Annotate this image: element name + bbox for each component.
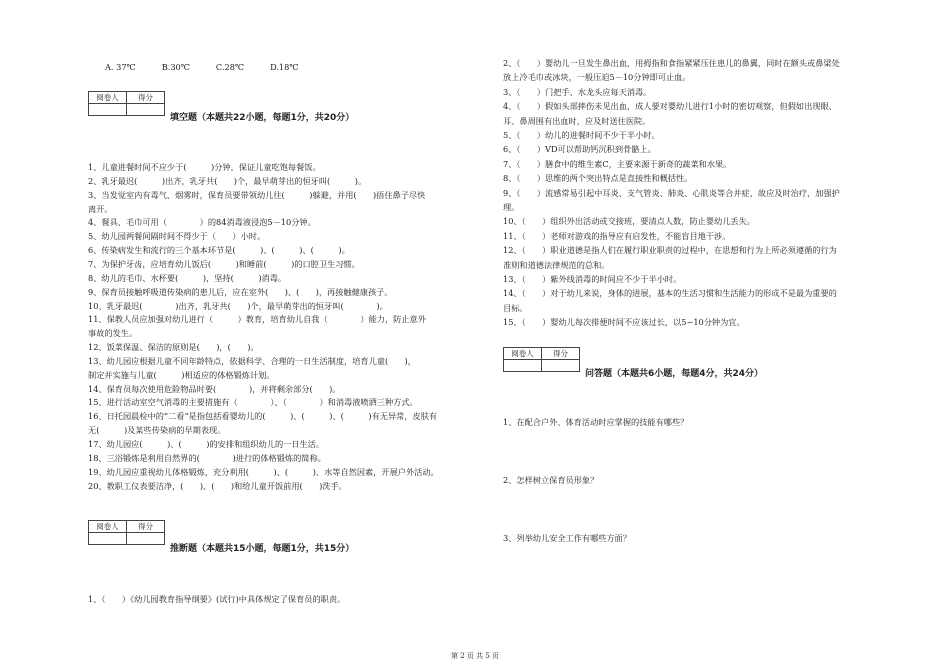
question-line: 20、教职工仪表要洁净，( )、( )和给儿童开饭前用( )洗手。 xyxy=(88,480,347,491)
question-line: 8、幼儿的毛巾、水杯要( )，坚持( )消毒。 xyxy=(88,272,287,283)
question-line: 6、传染病发生和流行的三个基本环节是( )、( )、( )。 xyxy=(88,245,350,256)
question-line: 5、幼儿园两餐间隔时间不得少于（ ）小时。 xyxy=(88,231,266,242)
question-line: 9、（ ）流感常易引起中耳炎、支气管炎、肺炎、心肌炎等合并症，故应及时治疗，加强护 xyxy=(503,187,840,198)
score-box-qa xyxy=(503,347,580,372)
question-line: 17、幼儿园应( )、( )的安排和组织幼儿的一日生活。 xyxy=(88,439,325,449)
question-line: 4、餐具、毛巾可用（ ）的84消毒液浸泡5－10分钟。 xyxy=(88,217,316,228)
question-line: 18、三浴锻炼是利用自然界的( )进行的体格锻炼的简称。 xyxy=(88,452,326,463)
question-line: 15、进行活动室空气消毒的主要措施有（ ）、（ ）和消毒液喷洒三种方式。 xyxy=(88,397,418,408)
question-line: 12、饭菜保温、保洁的原则是( )，( )。 xyxy=(88,342,259,353)
question-line: 15、（ ）婴幼儿每次排便时间不应该过长，以5~10分钟为宜。 xyxy=(503,317,745,328)
qa-question-3: 3、列举幼儿安全工作有哪些方面？ xyxy=(503,533,632,543)
score-cell[interactable] xyxy=(542,360,580,372)
reviewer-label: 阅卷人 xyxy=(504,348,542,360)
question-line: 放上冷毛巾或冰块，一般压迫5－10分钟即可止血。 xyxy=(503,72,691,83)
answer-choices xyxy=(105,62,325,73)
question-line: 19、幼儿园应重视幼儿体格锻炼，充分利用( )、( )、水等自然因素，开展户外活动。 xyxy=(88,466,439,477)
question-line: 2、乳牙最迟( )出齐，乳牙共( )个，最早萌芽出的恒牙叫( )。 xyxy=(88,175,367,186)
page-footer: 第 2 页 共 5 页 xyxy=(450,652,500,660)
question-line: 2、（ ）婴幼儿一旦发生鼻出血，用拇指和食指紧紧压住患儿的鼻翼，同时在额头或鼻梁处 xyxy=(503,58,840,68)
choice-b: B.30℃ xyxy=(161,62,190,72)
question-line: 16、日托园晨检中的“二看”是指包括看婴幼儿的( )、( )、( )有无异常，皮肤有 xyxy=(88,411,438,422)
question-line: 14、（ ）对于幼儿来说，身体的进展，基本的生活习惯和生活能力的形成不是最为重要的 xyxy=(503,288,837,299)
judge-question-1: 1、（ ）《幼儿园教育指导纲要》(试行)中具体规定了保育员的职责。 xyxy=(88,594,346,604)
qa-question-2: 2、怎样树立保育员形象？ xyxy=(503,475,599,485)
score-label: 得分 xyxy=(127,521,165,533)
score-box-fill xyxy=(88,91,165,116)
reviewer-label: 阅卷人 xyxy=(89,92,127,104)
score-label: 得分 xyxy=(127,92,165,104)
score-box-judge xyxy=(88,520,165,545)
question-line: 9、保育员接触呼吸道传染病的患儿后，应在室外( )、( )，再接触健康孩子。 xyxy=(88,286,393,297)
question-line: 12、（ ）职业道德是指人们在履行职业职责的过程中，在思想和行为上所必须遵循的行为 xyxy=(503,245,837,256)
fill-section-title: 填空题（本题共22小题，每题1分，共20分） xyxy=(170,113,355,123)
question-line: 14、保育员每次使用危险物品时要( )，并将剩余部分( )。 xyxy=(88,383,341,394)
question-line: 耳、鼻周围有出血时，应及时送往医院。 xyxy=(503,115,651,126)
question-line: 10、（ ）组织外出活动或交接班，要清点人数，防止婴幼儿丢失。 xyxy=(503,216,755,227)
qa-question-1: 1、在配合户外、体育活动时应掌握的技能有哪些？ xyxy=(503,417,689,427)
choice-d: D.18℃ xyxy=(270,62,299,72)
question-line: 10、乳牙最迟( )出齐，乳牙共( )个，最早萌芽出的恒牙叫( )。 xyxy=(88,300,388,311)
question-line: 离开。 xyxy=(88,203,113,214)
question-line: 8、（ ）思维的两个突出特点是直接性和概括性。 xyxy=(503,173,693,184)
question-line: 7、（ ）膳食中的维生素C，主要来源于新奇的蔬菜和水果。 xyxy=(503,158,732,169)
reviewer-cell[interactable] xyxy=(89,104,127,116)
reviewer-cell[interactable] xyxy=(89,533,127,545)
choice-c: C.28℃ xyxy=(215,62,245,72)
reviewer-label: 阅卷人 xyxy=(89,521,127,533)
question-line: 5、（ ）幼儿的进餐时间不少于半小时。 xyxy=(503,130,660,140)
question-line: 准则和道德法律规范的总和。 xyxy=(503,259,610,270)
reviewer-cell[interactable] xyxy=(504,360,542,372)
question-line: 13、幼儿园应根据儿童不同年龄特点，依据科学、合理的一日生活制度，培育儿童( )， xyxy=(88,355,416,366)
score-cell[interactable] xyxy=(127,104,165,116)
question-line: 3、（ ）门把手、水龙头应每天消毒。 xyxy=(503,86,652,97)
question-line: 4、（ ）假如头部摔伤未见出血，成人要对婴幼儿进行1小时的密切观察，但假如出现眼、 xyxy=(503,101,837,112)
score-cell[interactable] xyxy=(127,533,165,545)
qa-section-title: 问答题（本题共6小题，每题4分，共24分） xyxy=(585,369,764,379)
question-line: 目标。 xyxy=(503,302,528,313)
question-line: 3、当发觉室内有毒气、烟雾时，保育员要带领幼儿往( )躲避，并用( )捂住鼻子尽快 xyxy=(88,189,426,200)
question-line: 7、为保护牙齿，应培育幼儿饭后( )和睡前( )的口腔卫生习惯。 xyxy=(88,258,360,269)
question-line: 制定并实施与儿童( )相适应的体格锻炼计划。 xyxy=(88,369,275,380)
question-line: 无( )及某些传染病的早期表现。 xyxy=(88,425,226,436)
question-line: 13、（ ）紫外线消毒的时间应不少于半小时。 xyxy=(503,274,682,284)
question-line: 1、儿童进餐时间不应少于( )分钟，保证儿童吃饱每餐饭。 xyxy=(88,162,321,172)
question-line: 事故的发生。 xyxy=(88,328,138,339)
choice-a: A. 37℃ xyxy=(105,62,136,72)
question-line: 理。 xyxy=(503,202,520,212)
question-line: 11、保教人员应加强对幼儿进行（ ）教育，培育幼儿自我（ ）能力，防止意外 xyxy=(88,314,426,325)
judge-section-title: 推断题（本题共15小题，每题1分，共15分） xyxy=(170,544,355,554)
question-line: 11、（ ）老师对游戏的指导应有启发性，不能盲目地干涉。 xyxy=(503,230,731,241)
question-line: 6、（ ）VD可以帮助钙沉积到骨骼上。 xyxy=(503,144,656,155)
score-label: 得分 xyxy=(542,348,580,360)
